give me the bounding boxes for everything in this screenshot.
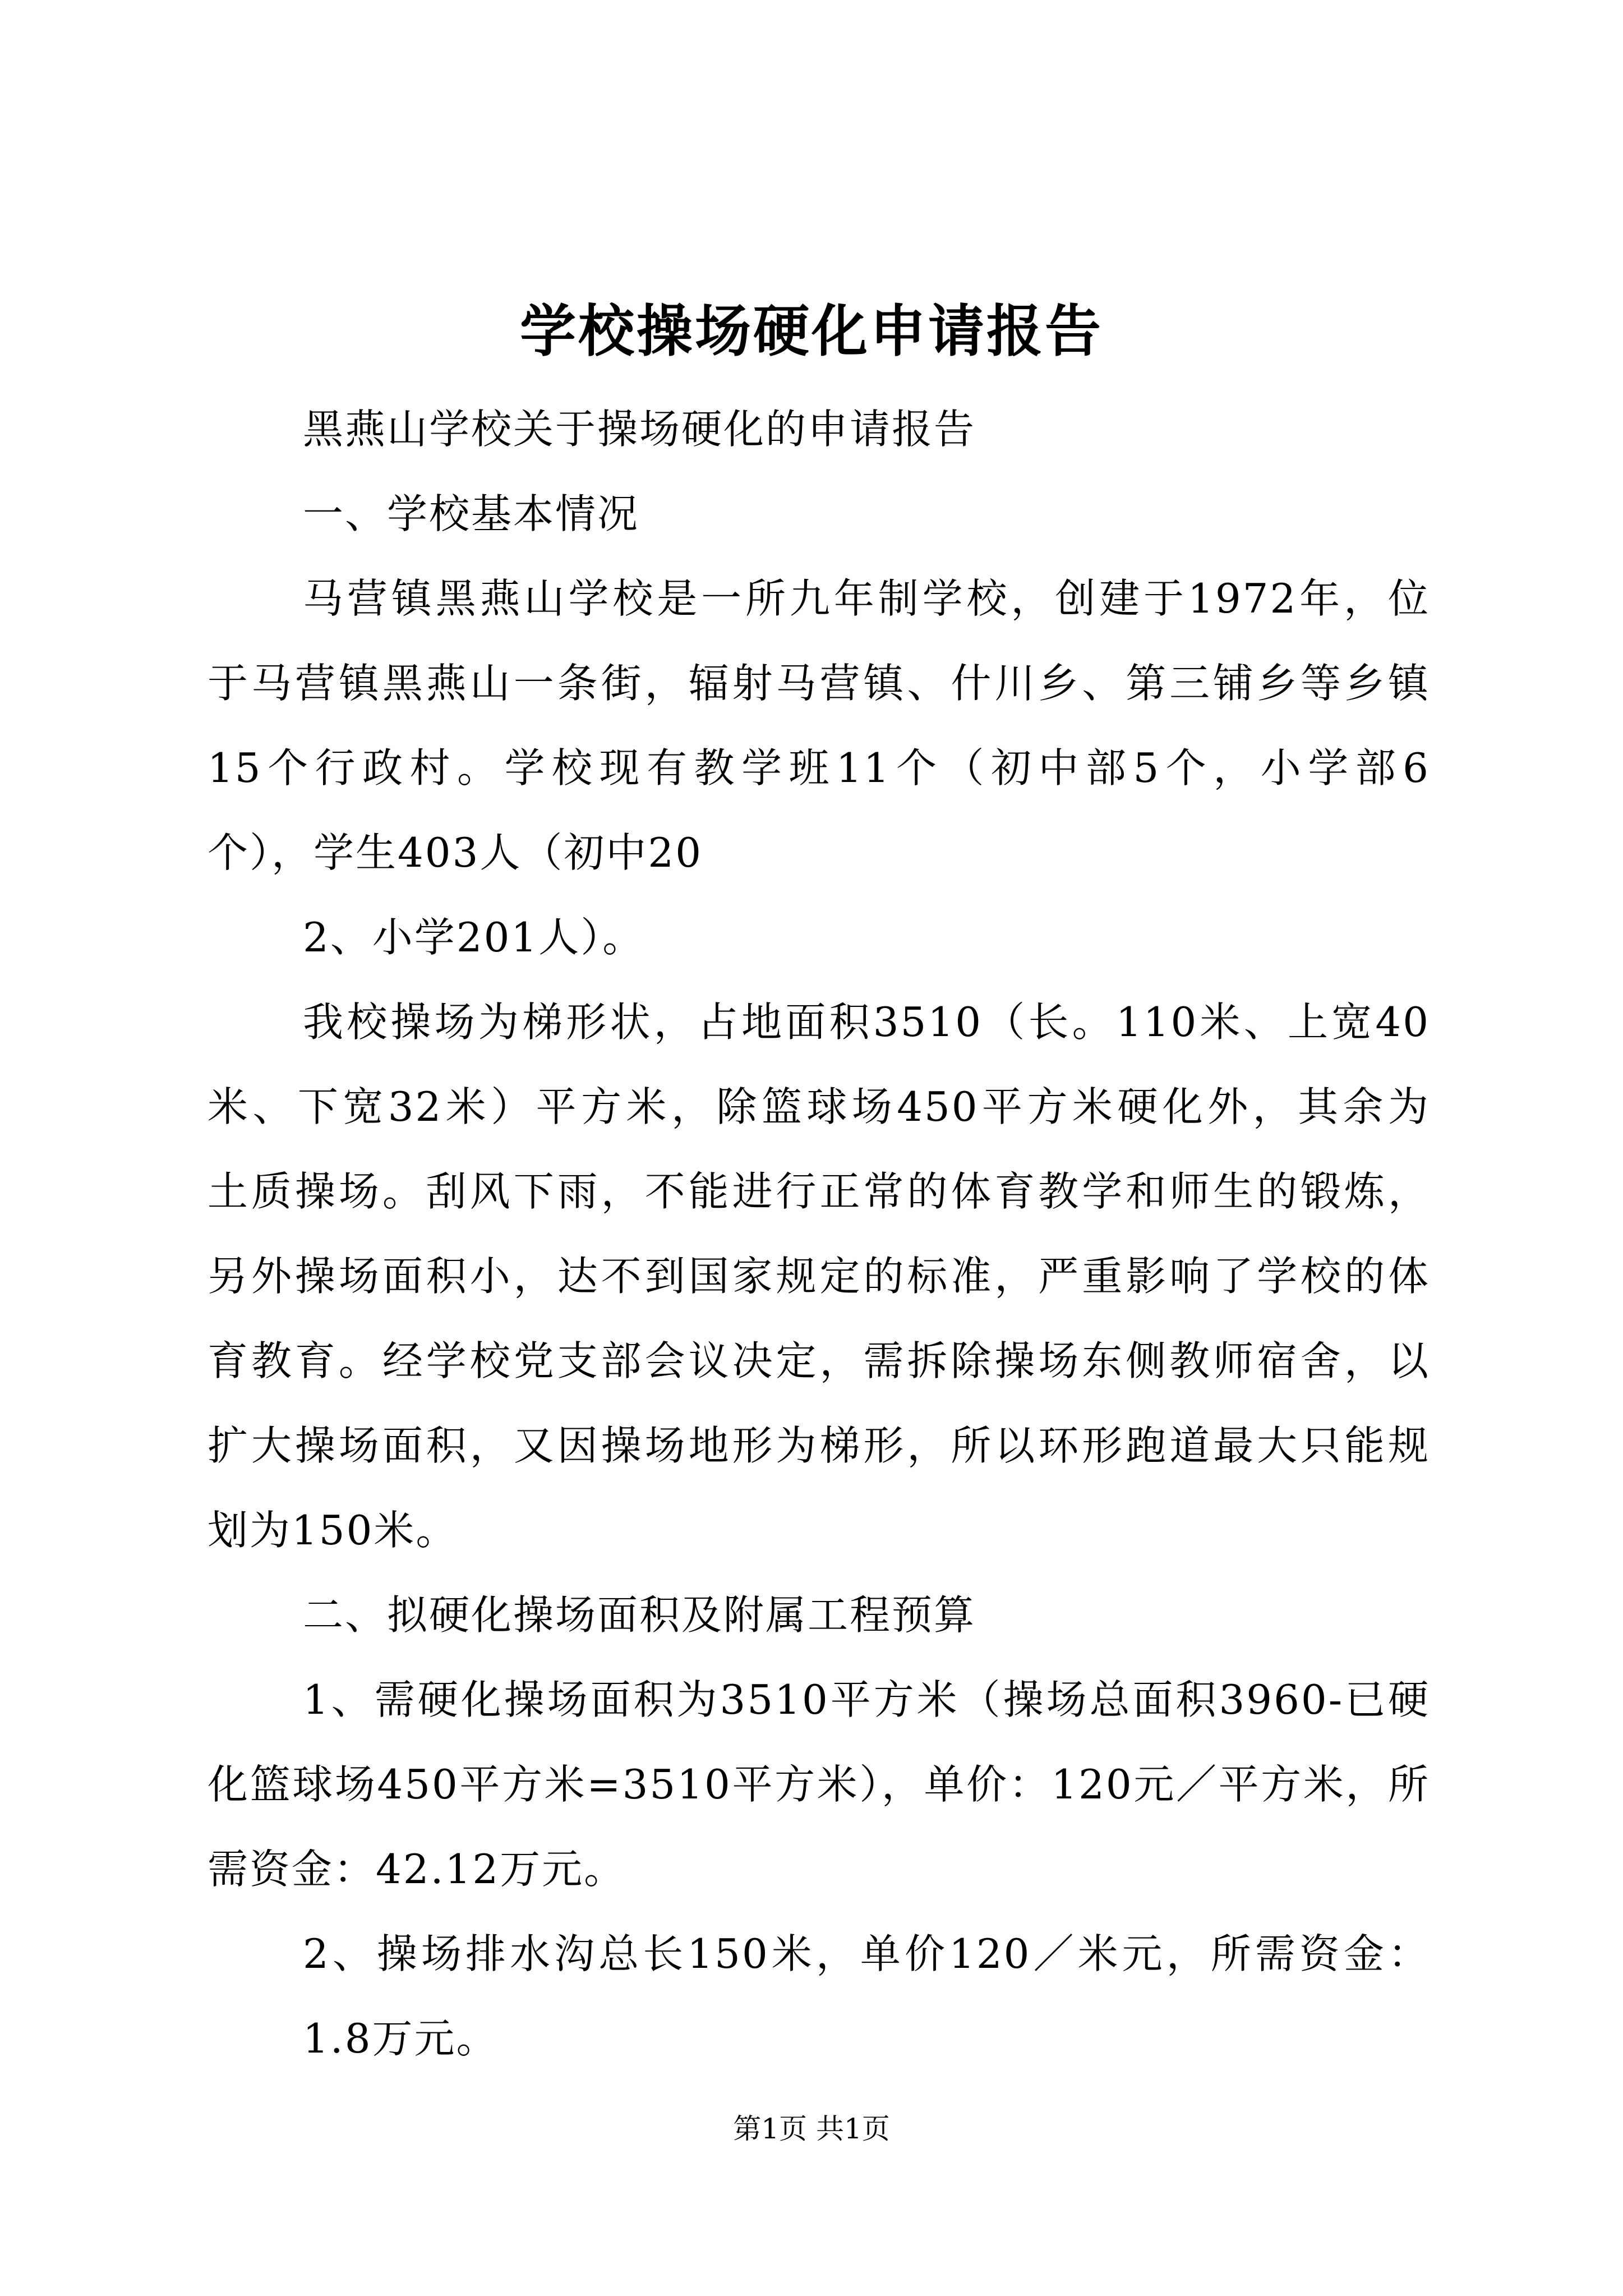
body-line: 我校操场为梯形状，占地面积3510（长。110米、上宽40 <box>303 999 1430 1046</box>
body-line: 1.8万元。 <box>303 2015 499 2062</box>
body-line: 划为150米。 <box>208 1507 458 1554</box>
body-line: 2、操场排水沟总长150米，单价120／米元，所需资金： <box>303 1930 1430 1977</box>
body-line: 扩大操场面积，又因操场地形为梯形，所以环形跑道最大只能规 <box>208 1422 1430 1469</box>
body-line: 土质操场。刮风下雨，不能进行正常的体育教学和师生的锻炼， <box>208 1168 1430 1215</box>
section-heading-1: 一、学校基本情况 <box>303 490 640 537</box>
section-heading-2: 二、拟硬化操场面积及附属工程预算 <box>303 1591 976 1639</box>
page-footer: 第1页 共1页 <box>733 2113 890 2145</box>
body-line-subtitle: 黑燕山学校关于操场硬化的申请报告 <box>303 406 976 453</box>
body-line: 马营镇黑燕山学校是一所九年制学校，创建于1972年，位 <box>303 575 1430 622</box>
document-body <box>208 387 1430 2081</box>
body-line: 需资金：42.12万元。 <box>208 1846 626 1893</box>
body-line: 米、下宽32米）平方米，除篮球场450平方米硬化外，其余为 <box>208 1083 1430 1130</box>
body-line: 15个行政村。学校现有教学班11个（初中部5个，小学部6 <box>208 744 1430 792</box>
body-line: 另外操场面积小，达不到国家规定的标准，严重影响了学校的体 <box>208 1253 1430 1300</box>
body-line: 育教育。经学校党支部会议决定，需拆除操场东侧教师宿舍，以 <box>208 1337 1430 1384</box>
body-line: 化篮球场450平方米=3510平方米），单价：120元／平方米，所 <box>208 1761 1430 1808</box>
body-line: 个），学生403人（初中20 <box>208 829 703 876</box>
body-line: 2、小学201人）。 <box>303 914 645 961</box>
body-line: 于马营镇黑燕山一条街，辐射马营镇、什川乡、第三铺乡等乡镇 <box>208 660 1430 707</box>
body-line: 1、需硬化操场面积为3510平方米（操场总面积3960-已硬 <box>303 1676 1430 1723</box>
document-title: 学校操场硬化申请报告 <box>520 298 1103 364</box>
